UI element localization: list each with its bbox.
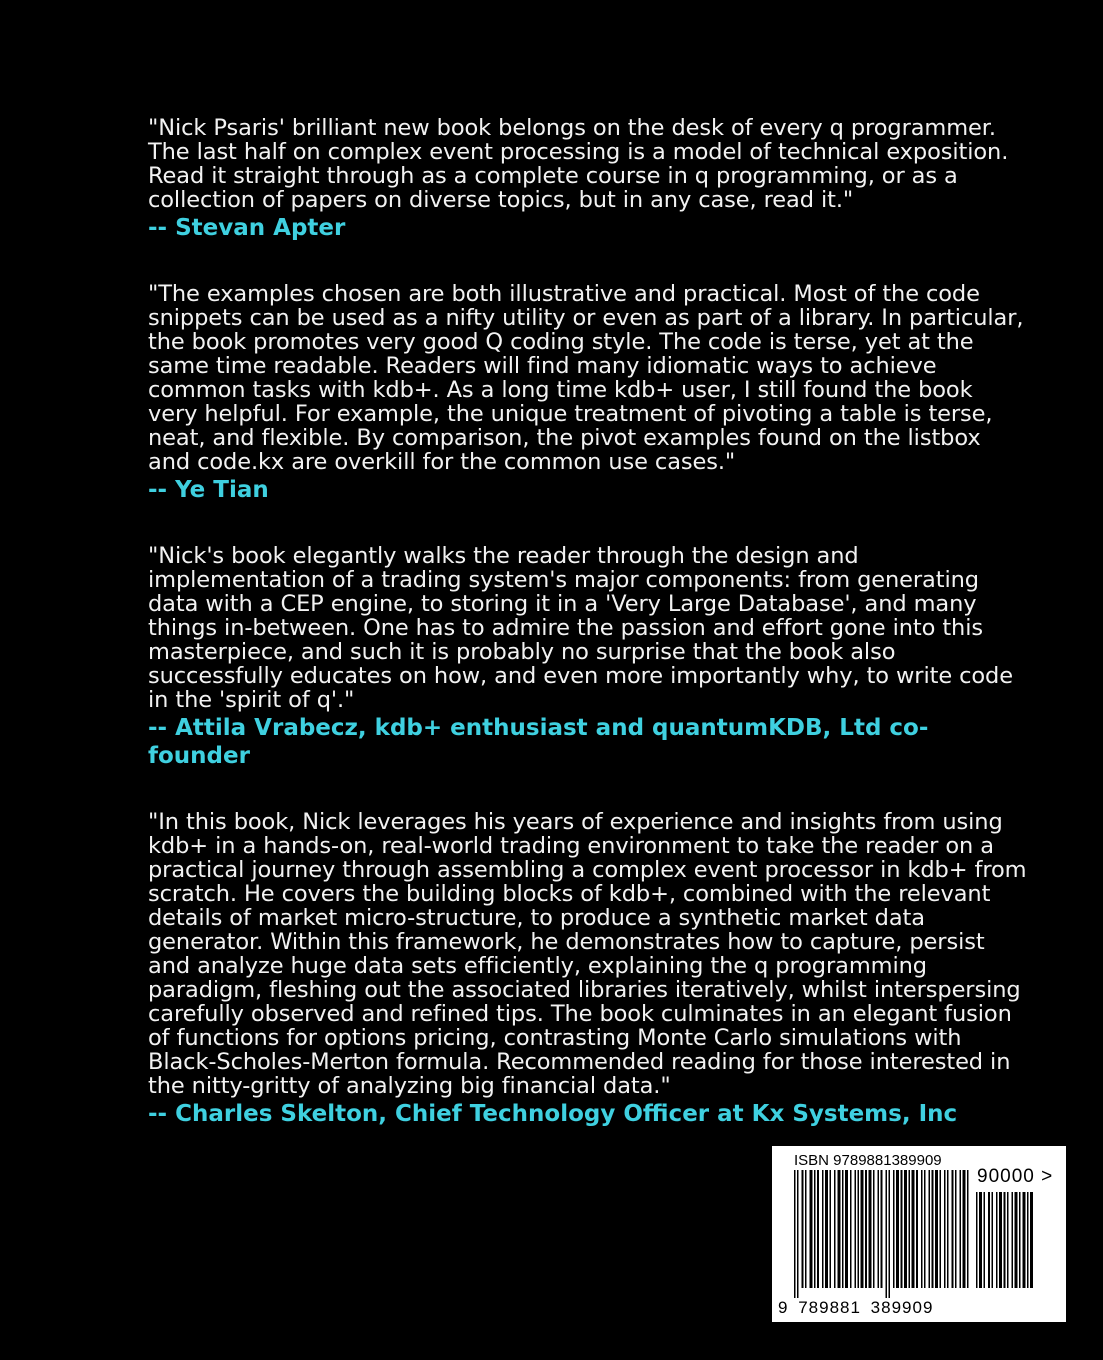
barcode-bar <box>850 1170 852 1288</box>
barcode-bar <box>924 1170 926 1288</box>
barcode-bar <box>797 1170 799 1298</box>
barcode-bar <box>814 1170 816 1288</box>
barcode-bar <box>940 1170 942 1288</box>
barcode-bar <box>817 1170 819 1288</box>
barcode-bar <box>842 1170 844 1288</box>
barcode-bar <box>904 1170 907 1288</box>
barcode-bar <box>999 1192 1002 1288</box>
barcode-bar <box>802 1170 804 1288</box>
quote-text: "In this book, Nick leverages his years of experience and insights from using kdb+ in a hands-on, real-world trading environment to take the reader on a practical journey through assembling a complex event processor in kdb+ from scratch. He covers the building blocks of kdb+, combined with the relevant details of market micro-structure, to produce a synthetic market data generator. Within this framework, he demonstrates how to capture, persist and analyze huge data sets efficiently, explaining the q programming paradigm, fleshing out the associated libraries iteratively, whilst interspersing carefully observed and refined tips. The book culminates in an elegant fusion of functions for options pricing, contrasting Monte Carlo simulations with Black-Scholes-Merton formula. Recommended reading for those interested in the nitty-gritty of analyzing big financial data." <box>148 809 1027 1099</box>
barcode-bar <box>984 1192 986 1288</box>
barcode-bar <box>952 1170 954 1288</box>
barcode-bar <box>810 1170 813 1288</box>
barcode-bar <box>988 1192 990 1288</box>
testimonials <box>148 116 1028 1168</box>
barcode-bar <box>1030 1192 1033 1288</box>
barcode-bar <box>858 1170 860 1288</box>
barcode-bar <box>1012 1192 1014 1288</box>
barcode-bar <box>921 1170 923 1288</box>
barcode-bar <box>960 1170 962 1288</box>
barcode-bars <box>794 1170 970 1298</box>
testimonial-1 <box>148 116 1028 242</box>
barcode-bar <box>878 1170 880 1288</box>
quote-text: "Nick Psaris' brilliant new book belongs on the desk of every q programmer. The last half on complex event processing is a model of technical exposition. Read it straight through as a complete course in q programming, or as a collection of papers on diverse topics, but in any case, read it." <box>148 115 1009 213</box>
quote-text: "The examples chosen are both illustrative and practical. Most of the code snippets can be used as a nifty utility or even as part of a library. In particular, the book promotes very good Q coding style. The code is terse, yet at the same time readable. Readers will find many idiomatic ways to achieve common tasks with kdb+. As a long time kdb+ user, I still found the book very helpful. For example, the unique treatment of pivoting a table is terse, neat, and flexible. By comparison, the pivot examples found on the listbox and code.kx are overkill for the common use cases." <box>148 281 1024 475</box>
barcode-digit-group: 389909 <box>870 1298 934 1317</box>
barcode-bar <box>992 1192 994 1288</box>
barcode-digits <box>778 1298 937 1318</box>
barcode-bar <box>963 1170 966 1288</box>
testimonial-2 <box>148 282 1028 504</box>
barcode-bar <box>825 1170 828 1288</box>
barcode-bar <box>976 1192 978 1288</box>
barcode-bar <box>967 1170 969 1288</box>
barcode-bar <box>955 1170 957 1288</box>
barcode-bar <box>947 1170 949 1288</box>
barcode-bar <box>1027 1192 1029 1288</box>
barcode-bar <box>855 1170 857 1288</box>
barcode-bar <box>889 1170 891 1298</box>
testimonial-4 <box>148 810 1028 1128</box>
quote-attribution: -- Stevan Apter <box>148 215 346 241</box>
barcode-bar <box>896 1170 899 1288</box>
barcode-bar <box>861 1170 864 1288</box>
barcode-bar <box>834 1170 836 1288</box>
price-barcode-bars <box>976 1192 1056 1298</box>
barcode-bar <box>979 1192 982 1288</box>
barcode-bar <box>996 1192 998 1288</box>
barcode-bar <box>935 1170 938 1288</box>
barcode-bar <box>881 1170 883 1288</box>
barcode-bar <box>929 1170 931 1288</box>
barcode-bar <box>901 1170 903 1288</box>
barcode-bar <box>1007 1192 1009 1288</box>
isbn-barcode <box>772 1146 1066 1322</box>
barcode-bar <box>912 1170 915 1288</box>
barcode-bar <box>869 1170 872 1288</box>
barcode-bar <box>932 1170 934 1288</box>
barcode-bar <box>805 1170 807 1288</box>
quote-attribution: -- Ye Tian <box>148 477 269 503</box>
barcode-bar <box>944 1170 946 1288</box>
barcode-bar <box>1019 1192 1021 1288</box>
price-code: 90000 > <box>977 1166 1054 1187</box>
barcode-bar <box>1015 1192 1018 1288</box>
barcode-bar <box>822 1170 824 1288</box>
quote-text: "Nick's book elegantly walks the reader through the design and implementation of a trading system's major components: from generating data with a CEP engine, to storing it in a 'Very Large Database', and many things in-between. One has to admire the passion and effort gone into this masterpiece, and such it is probably no surprise that the book also successfully educates on how, and even more importantly why, to write code in the 'spirit of q'." <box>148 543 1013 713</box>
isbn-label: ISBN 9789881389909 <box>794 1152 942 1169</box>
barcode-bar <box>1023 1192 1026 1288</box>
barcode-bar <box>830 1170 832 1288</box>
quote-attribution: -- Attila Vrabecz, kdb+ enthusiast and quantumKDB, Ltd co-founder <box>148 715 929 769</box>
barcode-bar <box>838 1170 841 1288</box>
barcode-bar <box>893 1170 895 1288</box>
barcode-bar <box>909 1170 911 1288</box>
testimonial-3 <box>148 544 1028 770</box>
barcode-digit-group: 9 <box>778 1298 789 1317</box>
barcode-bar <box>886 1170 888 1298</box>
barcode-bar <box>873 1170 875 1288</box>
barcode-digit-group: 789881 <box>798 1298 861 1317</box>
barcode-bar <box>794 1170 796 1298</box>
quote-attribution: -- Charles Skelton, Chief Technology Officer at Kx Systems, Inc <box>148 1101 958 1127</box>
barcode-bar <box>845 1170 848 1288</box>
barcode-bar <box>916 1170 918 1288</box>
barcode-bar <box>1004 1192 1006 1288</box>
barcode-bar <box>865 1170 867 1288</box>
